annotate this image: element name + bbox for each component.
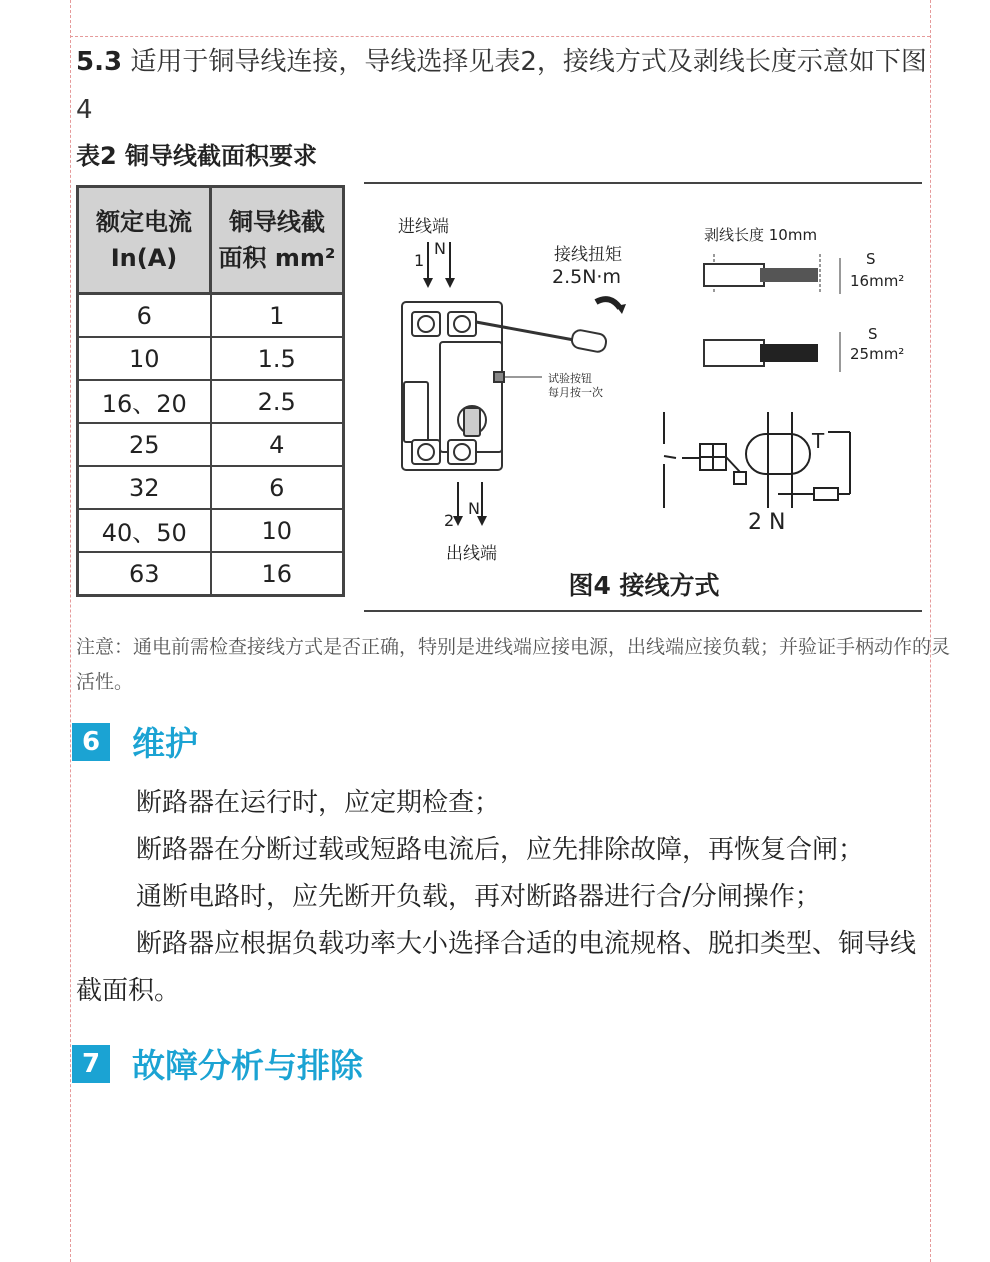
figure-wiring [364, 182, 924, 612]
table-cell: 10 [211, 509, 344, 552]
guide-line-left [70, 0, 71, 1262]
table-cell: 6 [211, 466, 344, 509]
table-row [78, 337, 344, 380]
table-header-row [78, 187, 344, 294]
maintenance-item: 断路器在分断过载或短路电流后，应先排除故障，再恢复合闸； [136, 835, 865, 865]
table-cell: 4 [211, 423, 344, 466]
section-7-title: 故障分析与排除 [132, 1046, 363, 1085]
s1-area: 16mm² [850, 272, 905, 290]
header-line: 面积 mm² [218, 244, 336, 272]
wiring-note: 注意：通电前需检查接线方式是否正确，特别是进线端应接电源，出线端应接负载；并验证手柄动作的灵活性。 [76, 636, 951, 693]
out-n-label: N [468, 499, 480, 518]
section-7-number: 7 [72, 1045, 110, 1083]
section-6-title: 维护 [132, 724, 198, 763]
section-6-heading [72, 718, 198, 765]
in-1-label: 1 [414, 251, 425, 270]
table-cell: 1.5 [211, 337, 344, 380]
table-row [78, 294, 344, 338]
section-5-3-paragraph [76, 38, 936, 134]
in-terminal-label: 进线端 [398, 217, 449, 237]
table-cell: 63 [78, 552, 211, 596]
table-row [78, 466, 344, 509]
maintenance-item: 通断电路时，应先断开负载，再对断路器进行合/分闸操作； [136, 882, 821, 912]
wire-25mm [704, 332, 840, 372]
section-text: 适用于铜导线连接，导线选择见表2，接线方式及剥线长度示意如下图4 [76, 47, 927, 125]
section-7-heading [72, 1040, 363, 1087]
wire-section-table [76, 185, 345, 597]
schematic-2n-label: 2 N [748, 510, 786, 535]
schematic-t-label: T [812, 429, 825, 453]
section-6-number: 6 [72, 723, 110, 761]
table-cell: 6 [78, 294, 211, 338]
maintenance-item: 断路器在运行时，应定期检查； [136, 788, 501, 818]
torque-label: 接线扭矩 [554, 245, 622, 265]
circuit-schematic [664, 412, 850, 508]
in-n-label: N [434, 239, 446, 258]
out-2-label: 2 [444, 511, 455, 530]
table-cell: 10 [78, 337, 211, 380]
table-title: 表2 铜导线截面积要求 [76, 142, 318, 170]
maintenance-item: 断路器应根据负载功率大小选择合适的电流规格、脱扣类型、铜导线截面积。 [76, 929, 917, 1006]
header-line: 额定电流 [96, 208, 192, 236]
header-line: 铜导线截 [229, 208, 325, 236]
test-button-label: 试验按钮 [548, 372, 592, 385]
table-cell: 1 [211, 294, 344, 338]
table-cell: 32 [78, 466, 211, 509]
table-cell: 25 [78, 423, 211, 466]
table-cell: 16 [211, 552, 344, 596]
s2-label: S [868, 325, 878, 343]
section-number: 5.3 [76, 47, 123, 77]
out-terminal-label: 出线端 [446, 544, 497, 562]
figure-caption: 图4 接线方式 [568, 571, 720, 600]
guide-line-top [70, 36, 930, 37]
breaker-device [402, 302, 504, 470]
test-button-note: 每月按一次 [548, 386, 603, 399]
table-row [78, 423, 344, 466]
header-wire-area [211, 187, 344, 294]
table-cell: 2.5 [211, 380, 344, 423]
figure-bottom-rule [364, 610, 922, 612]
header-rated-current [78, 187, 211, 294]
table-row [78, 380, 344, 423]
torque-value: 2.5N·m [552, 266, 621, 288]
wiring-diagram [364, 182, 924, 562]
strip-length-label: 剥线长度 10mm [704, 226, 818, 244]
table-row [78, 509, 344, 552]
header-line: In(A) [110, 244, 178, 272]
wire-16mm [704, 254, 840, 294]
table-cell: 16、20 [78, 380, 211, 423]
s1-label: S [866, 250, 876, 268]
table-row [78, 552, 344, 596]
table-cell: 40、50 [78, 509, 211, 552]
maintenance-paragraphs [76, 780, 936, 1015]
s2-area: 25mm² [850, 345, 905, 363]
